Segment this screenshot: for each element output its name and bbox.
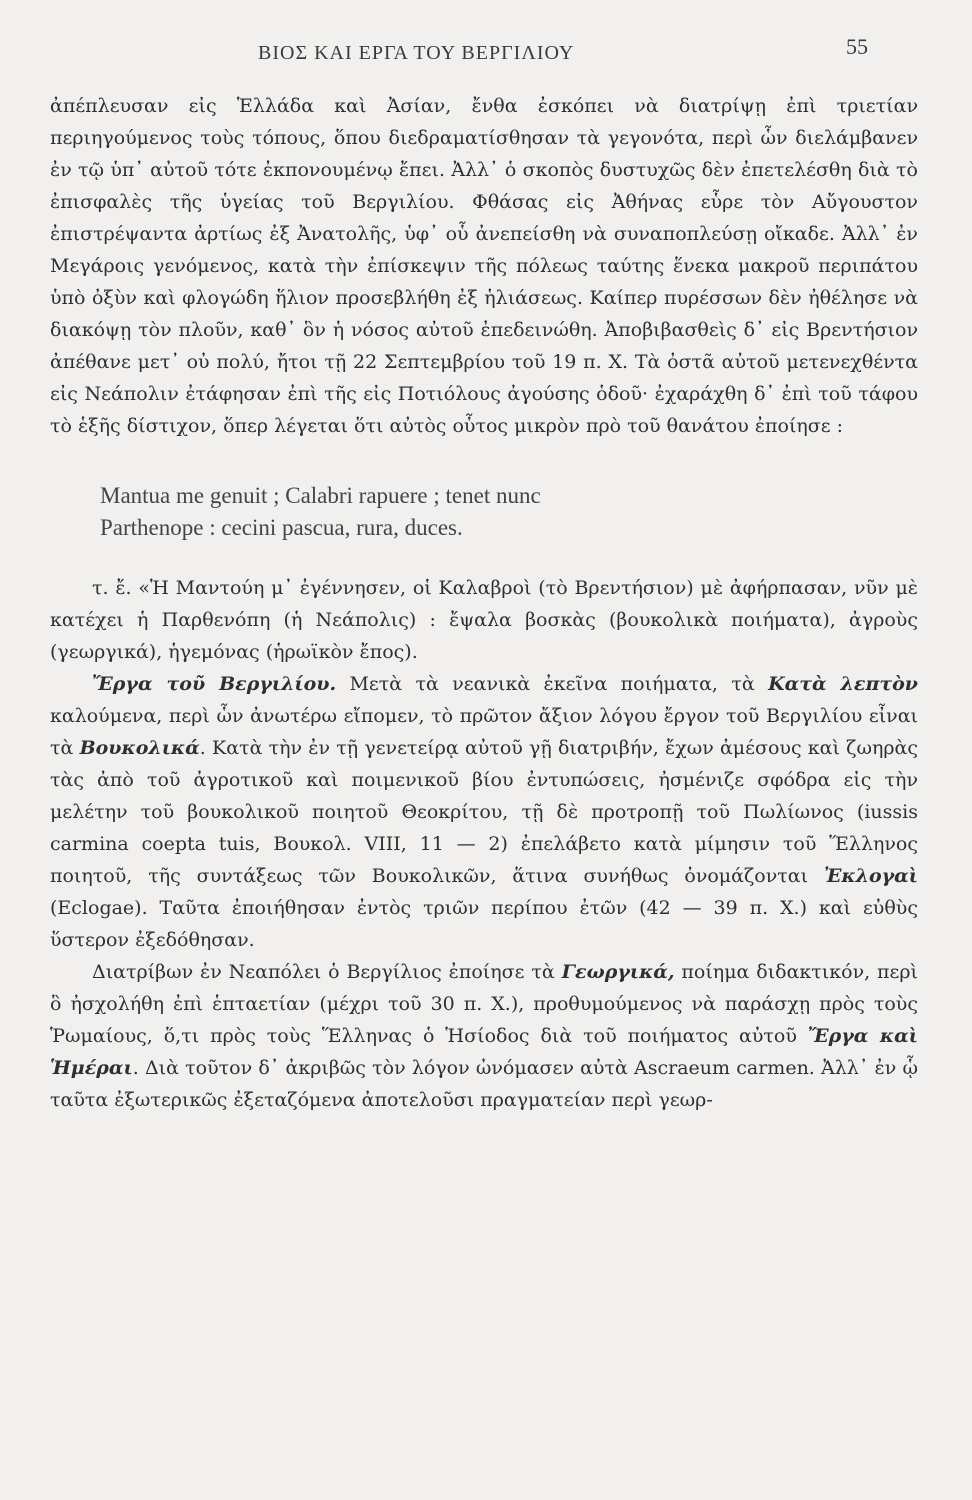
text-run: . Διὰ τοῦτον δ᾽ ἀκριβῶς τὸν λόγον ὠνόμασεν αὐτὰ Ascraeum carmen. Ἀλλ᾽ ἐν ᾧ ταῦτα ἐξωτερικῶς ἐξεταζόμενα ἀποτελοῦσι πραγματείαν περὶ γεωρ- — [50, 1057, 918, 1111]
term-kata-lepton: Κατὰ λεπτὸν — [768, 673, 918, 695]
term-boukolika: Βουκολικά — [79, 737, 200, 759]
body-text — [50, 90, 918, 1116]
term-georgika: Γεωργικά, — [561, 961, 675, 983]
epitaph-line-1: Mantua me genuit ; Calabri rapuere ; tenet nunc — [100, 483, 541, 508]
text-run: Μετὰ τὰ νεανικὰ ἐκεῖνα ποιήματα, τὰ — [336, 673, 769, 695]
text-run: καλούμενα, περὶ ὧν ἀνωτέρω εἴπομεν, τὸ πρῶτον ἄξιον λόγου ἔργον τοῦ Βεργιλίου εἶναι τὰ — [50, 705, 918, 759]
page-number: 55 — [846, 34, 868, 59]
text-run: Διατρίβων ἐν Νεαπόλει ὁ Βεργίλιος ἐποίησε τὰ — [92, 961, 562, 983]
text-run: ποίημα διδακτικόν, περὶ ὃ ἠσχολήθη ἐπὶ ἑπταετίαν (μέχρι τοῦ 30 π. Χ.), προθυμούμενος νὰ παράσχῃ πρὸς τοὺς Ῥωμαίους, ὅ,τι πρὸς τοὺς Ἕλληνας ὁ Ἡσίοδος διὰ τοῦ ποιήματος αὐτοῦ — [50, 961, 918, 1047]
running-title: ΒΙΟΣ ΚΑΙ ΕΡΓΑ ΤΟΥ ΒΕΡΓΙΛΙΟΥ — [258, 42, 575, 64]
running-head — [0, 34, 972, 74]
term-erga-kai-hemerai: Ἔργα καὶ Ἡμέραι — [50, 1025, 918, 1079]
term-eklogai: Ἐκλογαὶ — [823, 865, 918, 887]
text-run: . Κατὰ τὴν ἐν τῇ γενετείρᾳ αὐτοῦ γῇ διατριβήν, ἔχων ἀμέσους καὶ ζωηρὰς τὰς ἀπὸ τοῦ ἀγροτικοῦ καὶ ποιμενικοῦ βίου ἐντυπώσεις, ἠσμένιζε σφόδρα εἰς τὴν μελέτην τοῦ βουκολικοῦ ποιητοῦ Θεοκρίτου, τῇ δὲ προτροπῇ τοῦ Πωλίωνος (iussis carmina coepta tuis, Βουκολ. VIII, 11 — 2) ἐπελάβετο κατὰ μίμησιν τοῦ Ἕλληνος ποιητοῦ, τῆς συντάξεως τῶν Βουκολικῶν, ἅτινα συνήθως ὀνομάζονται — [50, 737, 918, 887]
epitaph-line-2: Parthenope : cecini pascua, rura, duces. — [100, 515, 463, 540]
paragraph-georgics — [50, 956, 918, 1116]
paragraph-death-of-vergil: ἀπέπλευσαν εἰς Ἑλλάδα καὶ Ἀσίαν, ἔνθα ἐσκόπει νὰ διατρίψῃ ἐπὶ τριετίαν περιηγούμενος τοὺς τόπους, ὅπου διεδραματίσθησαν τὰ γεγονότα, περὶ ὧν διελάμβανεν ἐν τῷ ὑπ᾽ αὐτοῦ τότε ἐκπονουμένῳ ἔπει. Ἀλλ᾽ ὁ σκοπὸς δυστυχῶς δὲν ἐπετελέσθη διὰ τὸ ἐπισφαλὲς τῆς ὑγείας τοῦ Βεργιλίου. Φθάσας εἰς Ἀθήνας εὗρε τὸν Αὔγουστον ἐπιστρέψαντα ἀρτίως ἐξ Ἀνατολῆς, ὑφ᾽ οὗ ἀνεπείσθη νὰ συναποπλεύσῃ οἴκαδε. Ἀλλ᾽ ἐν Μεγάροις γενόμενος, κατὰ τὴν ἐπίσκεψιν τῆς πόλεως ταύτης ἕνεκα μακροῦ περιπάτου ὑπὸ ὀξὺν καὶ φλογώδη ἥλιον προσεβλήθη ἐξ ἡλιάσεως. Καίπερ πυρέσσων δὲν ἠθέλησε νὰ διακόψῃ τὸν πλοῦν, καθ᾽ ὃν ἡ νόσος αὐτοῦ ἐπεδεινώθη. Ἀποβιβασθεὶς δ᾽ εἰς Βρεντήσιον ἀπέθανε μετ᾽ οὐ πολύ, ἤτοι τῇ 22 Σεπτεμβρίου τοῦ 19 π. Χ. Τὰ ὀστᾶ αὐτοῦ μετενεχθέντα εἰς Νεάπολιν ἐτάφησαν ἐπὶ τῆς εἰς Ποτιόλους ἀγούσης ὁδοῦ· ἐχαράχθη δ᾽ ἐπὶ τοῦ τάφου τὸ ἑξῆς δίστιχον, ὅπερ λέγεται ὅτι αὐτὸς οὗτος μικρὸν πρὸ τοῦ θανάτου ἐποίησε : — [50, 95, 918, 437]
latin-epitaph — [100, 480, 918, 544]
paragraph-translation: τ. ἔ. «Ἡ Μαντούη μ᾽ ἐγέννησεν, οἱ Καλαβροὶ (τὸ Βρεντήσιον) μὲ ἀφήρπασαν, νῦν μὲ κατέχει ἡ Παρθενόπη (ἡ Νεάπολις) : ἔψαλα βοσκὰς (βουκολικὰ ποιήματα), ἀγροὺς (γεωργικά), ἡγεμόνας (ἡρωϊκὸν ἔπος). — [50, 577, 918, 663]
text-run: (Eclogae). Ταῦτα ἐποιήθησαν ἐντὸς τριῶν περίπου ἐτῶν (42 — 39 π. Χ.) καὶ εὐθὺς ὕστερον ἐξεδόθησαν. — [50, 897, 918, 951]
paragraph-works — [50, 668, 918, 956]
section-heading-works: Ἔργα τοῦ Βεργιλίου. — [92, 673, 337, 695]
